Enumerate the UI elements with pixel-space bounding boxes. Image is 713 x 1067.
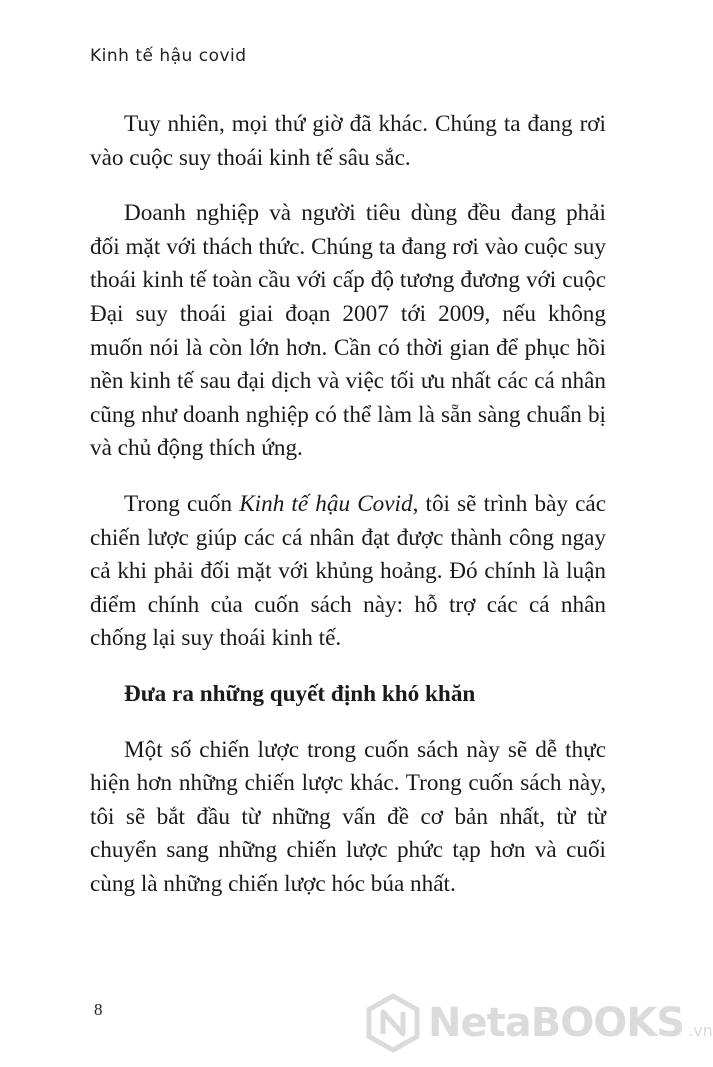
paragraph-1: Tuy nhiên, mọi thứ giờ đã khác. Chúng ta đang rơi vào cuộc suy thoái kinh tế sâu sắc. [90,111,606,171]
paragraph-3-rest: , tôi sẽ trình bày các chiến lược giúp các cá nhân đạt được thành công ngay cả khi phải đối mặt với khủng hoảng. Đó chính là luận điểm chính của cuốn sách này: hỗ trợ các cá nhân chống lại suy thoái kinh tế. [90,490,606,652]
watermark [366,992,713,1054]
page-number: 8 [94,1000,103,1019]
paragraph-3-start: Trong cuốn [124,490,240,517]
book-title: Kinh tế hậu Covid [239,490,413,517]
section-heading: Đưa ra những quyết định khó khăn [124,680,476,707]
running-header: Kinh tế hậu covid [90,46,247,66]
paragraph-4: Một số chiến lược trong cuốn sách này sẽ dễ thực hiện hơn những chiến lược khác. Trong cuốn sách này, tôi sẽ bắt đầu từ những vấn đề cơ bản nhất, từ từ chuyển sang những chiến lược phức tạp hơn và cuối cùng là những chiến lược hóc búa nhất. [90,736,606,897]
page-content [90,108,606,901]
watermark-suffix: .vn [688,1020,713,1040]
watermark-text: NetaBOOKS [428,1000,685,1046]
netabooks-logo-icon [366,994,420,1052]
paragraph-2: Doanh nghiệp và người tiêu dùng đều đang phải đối mặt với thách thức. Chúng ta đang rơi vào cuộc suy thoái kinh tế toàn cầu với cấp độ tương đương với cuộc Đại suy thoái giai đoạn 2007 tới 2009, nếu không muốn nói là còn lớn hơn. Cần có thời gian để phục hồi nền kinh tế sau đại dịch và việc tối ưu nhất các cá nhân cũng như doanh nghiệp có thể làm là sẵn sàng chuẩn bị và chủ động thích ứng. [90,200,606,462]
paragraph-3 [90,488,606,656]
